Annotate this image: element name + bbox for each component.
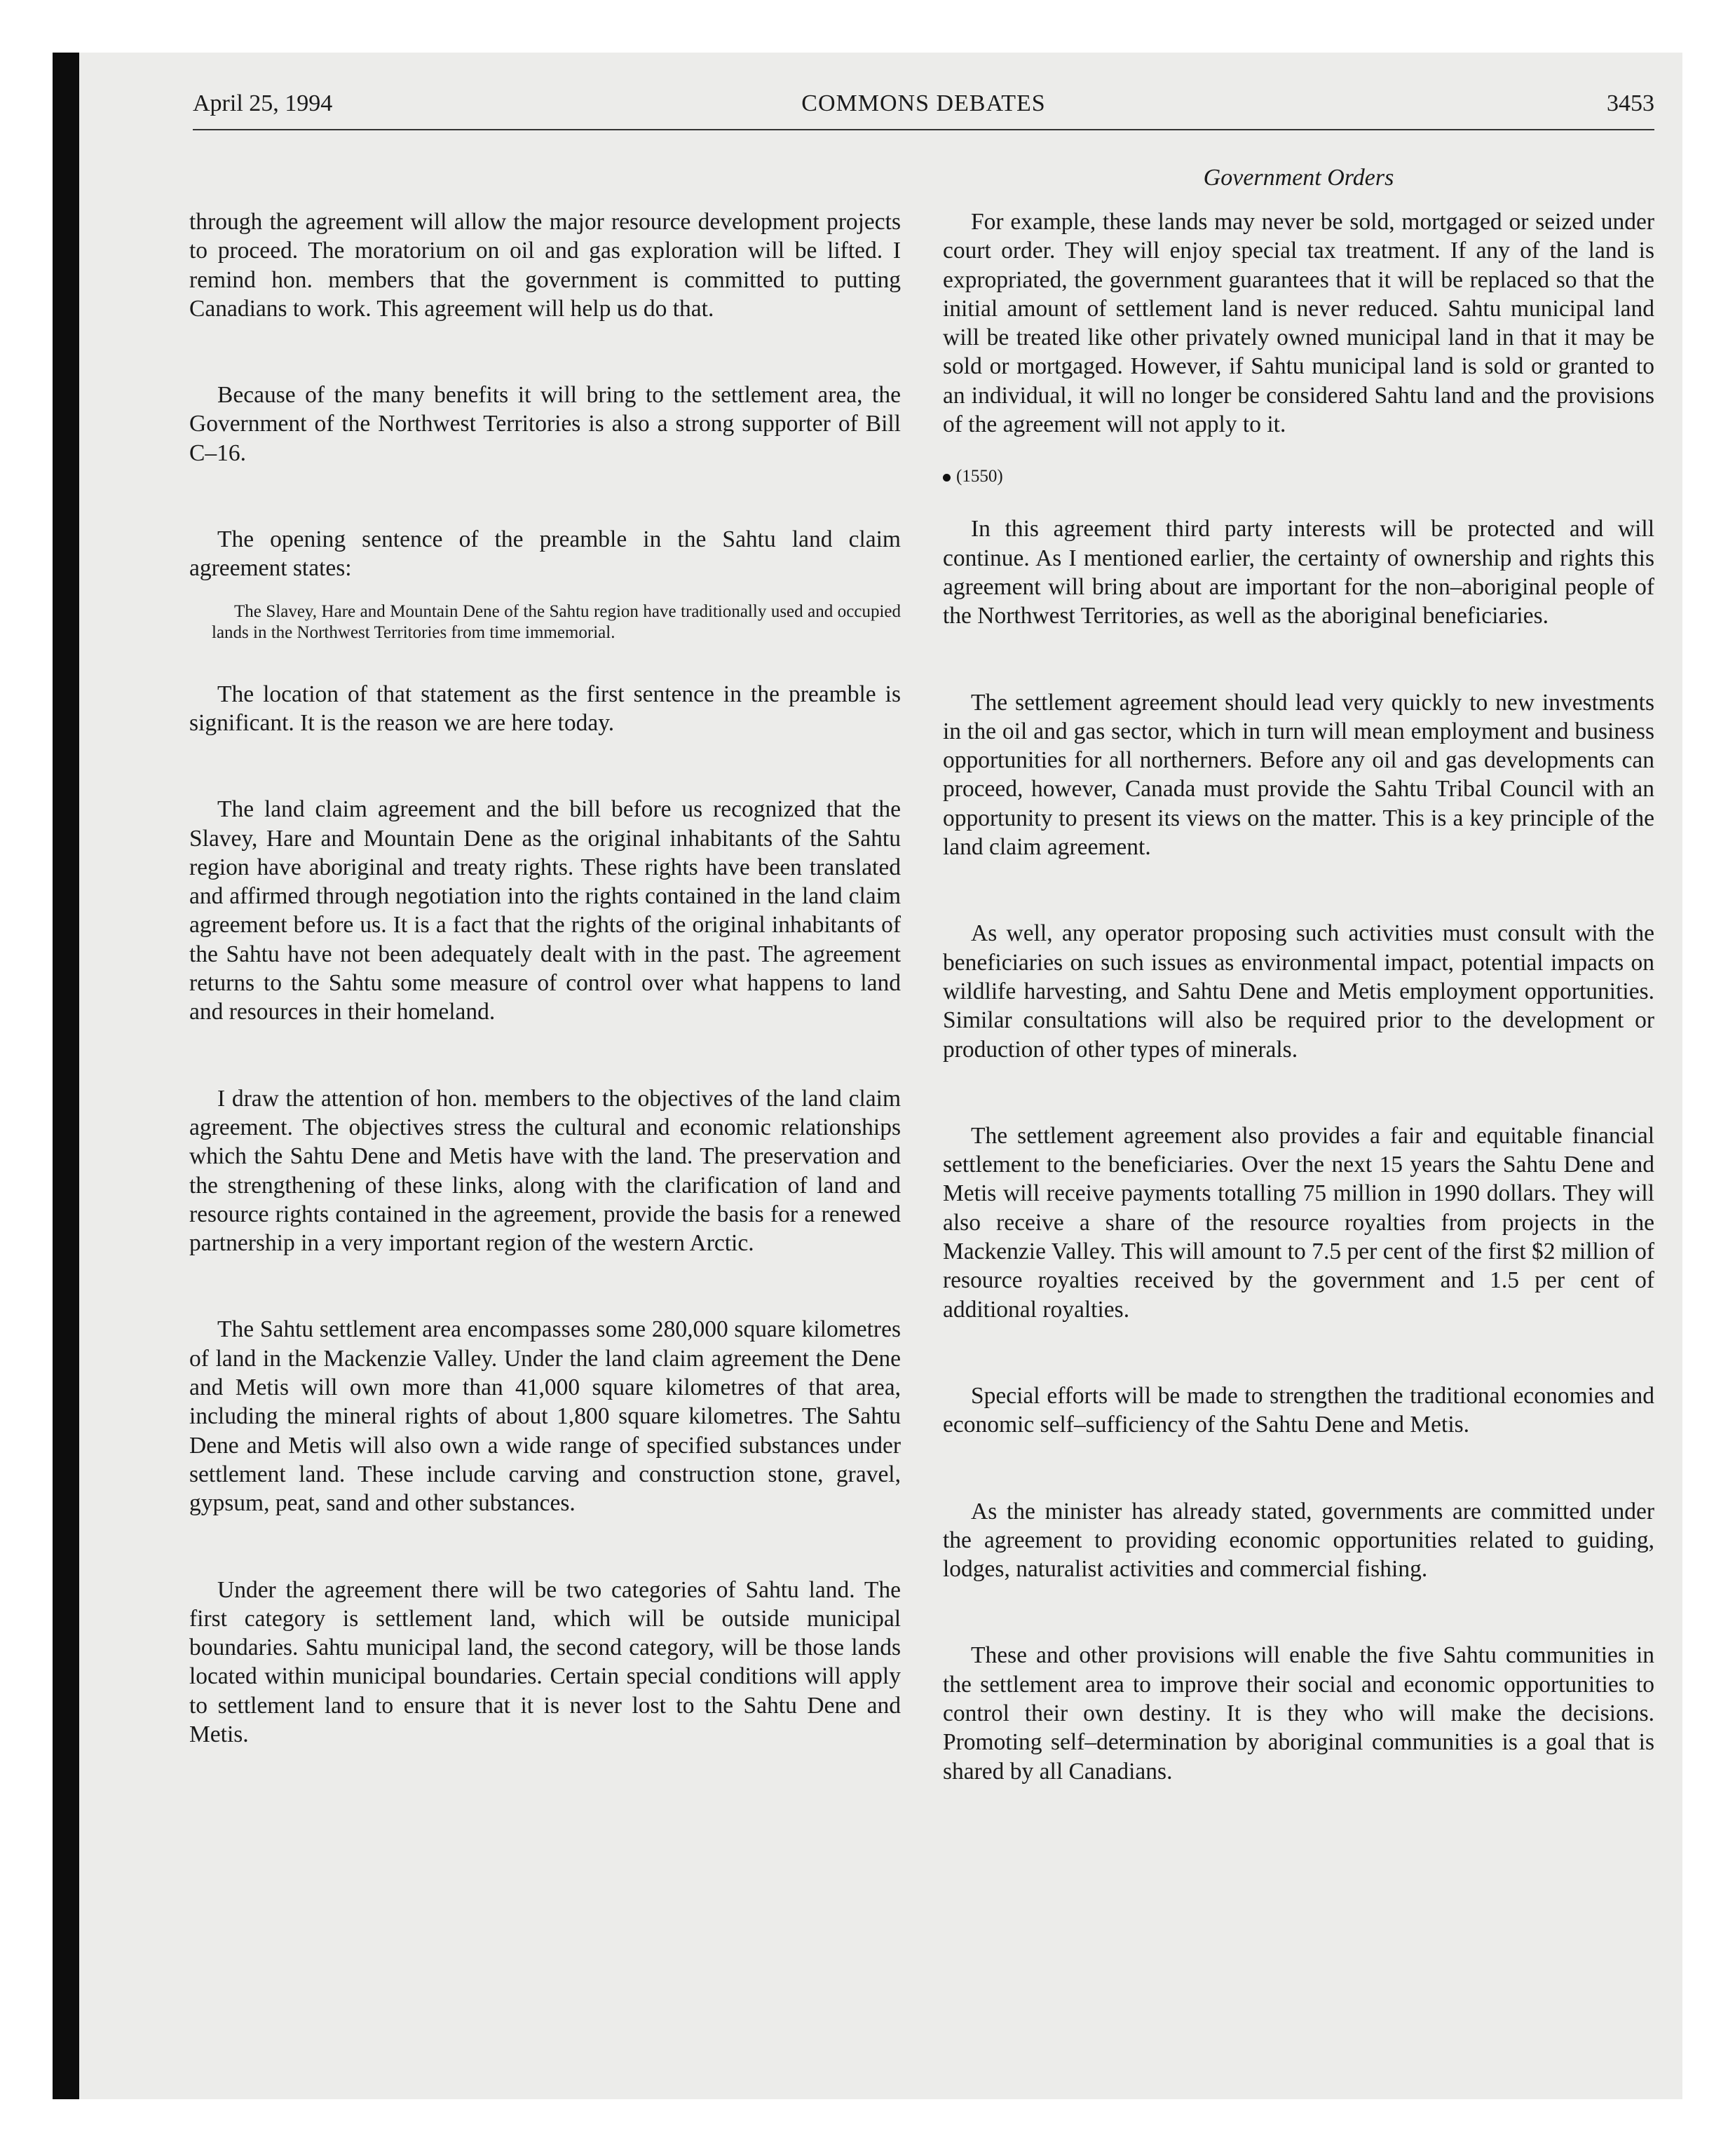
paragraph: Special efforts will be made to strengthen the traditional economies and economic self–sufficiency of the Sahtu Dene and Metis. [943,1382,1654,1438]
paragraph: Under the agreement there will be two categories of Sahtu land. The first category is settlement land, which will be outside municipal boundaries. Sahtu municipal land, the second category, will be those lands located within municipal boundaries. Certain special conditions will apply to settlement land to ensure that it is never lost to the Sahtu Dene and Metis. [189,1576,901,1747]
header-page-number: 3453 [1607,90,1654,116]
header-publication: COMMONS DEBATES [801,90,1046,116]
paragraph: The settlement agreement also provides a fair and equitable financial settlement to the beneficiaries. Over the next 15 years the Sahtu Dene and Metis will receive payments totalling 75 million in 1990 dollars. They will also receive a share of the resource royalties from projects in the Mackenzie Valley. This will amount to 7.5 per cent of the first $2 million of resource royalties received by the government and 1.5 per cent of additional royalties. [943,1122,1654,1323]
page-header [193,88,1654,130]
paragraph: The land claim agreement and the bill before us recognized that the Slavey, Hare and Mountain Dene as the original inhabitants of the Sahtu region have aboriginal and treaty rights. These rights have been translated and affirmed through negotiation into the rights contained in the land claim agreement before us. It is a fact that the rights of the original inhabitants of the Sahtu have not been adequately dealt with in the past. The agreement returns to the Sahtu some measure of control over what happens to land and resources in their homeland. [189,796,901,1025]
paragraph: As the minister has already stated, governments are committed under the agreement to providing economic opportunities related to guiding, lodges, naturalist activities and commercial fishing. [943,1498,1654,1583]
paragraph: Because of the many benefits it will bring to the settlement area, the Government of the Northwest Territories is also a strong supporter of Bill C–16. [189,382,901,466]
left-column [189,207,901,1749]
header-date: April 25, 1994 [193,90,333,116]
paragraph: The location of that statement as the first sentence in the preamble is significant. It is the reason we are here today. [189,681,901,736]
paragraph: For example, these lands may never be sold, mortgaged or seized under court order. They will enjoy special tax treatment. If any of the land is expropriated, the government guarantees that it will be replaced so that the initial amount of settlement land is never reduced. Sahtu municipal land will be treated like other privately owned municipal land in that it may be sold or mortgaged. However, if Sahtu municipal land is sold or granted to an individual, it will no longer be considered Sahtu land and the provisions of the agreement will not apply to it. [943,209,1654,438]
header-rule [193,129,1654,130]
right-column [943,207,1654,1786]
paragraph: As well, any operator proposing such activities must consult with the beneficiaries on such issues as environmental impact, potential impacts on wildlife harvesting, and Sahtu Dene and Metis employment opportunities. Similar consultations will also be required prior to the development or production of other types of minerals. [943,920,1654,1063]
paragraph: The settlement agreement should lead very quickly to new investments in the oil and gas sector, which in turn will mean employment and business opportunities for all northerners. Before any oil and gas developments can proceed, however, Canada must provide the Sahtu Tribal Council with an opportunity to present its views on the matter. This is a key principle of the land claim agreement. [943,689,1654,861]
block-quote: The Slavey, Hare and Mountain Dene of the Sahtu region have traditionally used and occupied lands in the Northwest Territories from time immemorial. [212,601,901,642]
bullet-icon [943,474,951,482]
time-marker-text: (1550) [956,467,1003,486]
time-marker [943,463,1654,491]
paragraph: through the agreement will allow the major resource development projects to proceed. The moratorium on oil and gas exploration will be lifted. I remind hon. members that the government is committed to putting Canadians to work. This agreement will help us do that. [189,209,901,322]
paragraph: These and other provisions will enable the five Sahtu communities in the settlement area to improve their social and economic opportunities to control their own destiny. It is they who will make the decisions. Promoting self–determination by aboriginal communities is a goal that is shared by all Canadians. [943,1642,1654,1785]
paragraph: I draw the attention of hon. members to the objectives of the land claim agreement. The objectives stress the cultural and economic relationships which the Sahtu Dene and Metis have with the land. The preservation and the strengthening of these links, along with the clarification of land and resource rights contained in the agreement, provide the basis for a renewed partnership in a very important region of the western Arctic. [189,1085,901,1257]
section-title: Government Orders [1203,165,1394,191]
paragraph: In this agreement third party interests will be protected and will continue. As I mentioned earlier, the certainty of ownership and rights this agreement will bring about are important for the non–aboriginal people of the Northwest Territories, as well as the aboriginal beneficiaries. [943,516,1654,629]
paragraph: The Sahtu settlement area encompasses some 280,000 square kilometres of land in the Mackenzie Valley. Under the land claim agreement the Dene and Metis will own more than 41,000 square kilometres of that area, including the mineral rights of about 1,800 square kilometres. The Sahtu Dene and Metis will also own a wide range of specified substances under settlement land. These include carving and construction stone, gravel, gypsum, peat, sand and other substances. [189,1316,901,1517]
paragraph: The opening sentence of the preamble in the Sahtu land claim agreement states: [189,526,901,582]
scan-edge-shadow [53,53,79,2099]
